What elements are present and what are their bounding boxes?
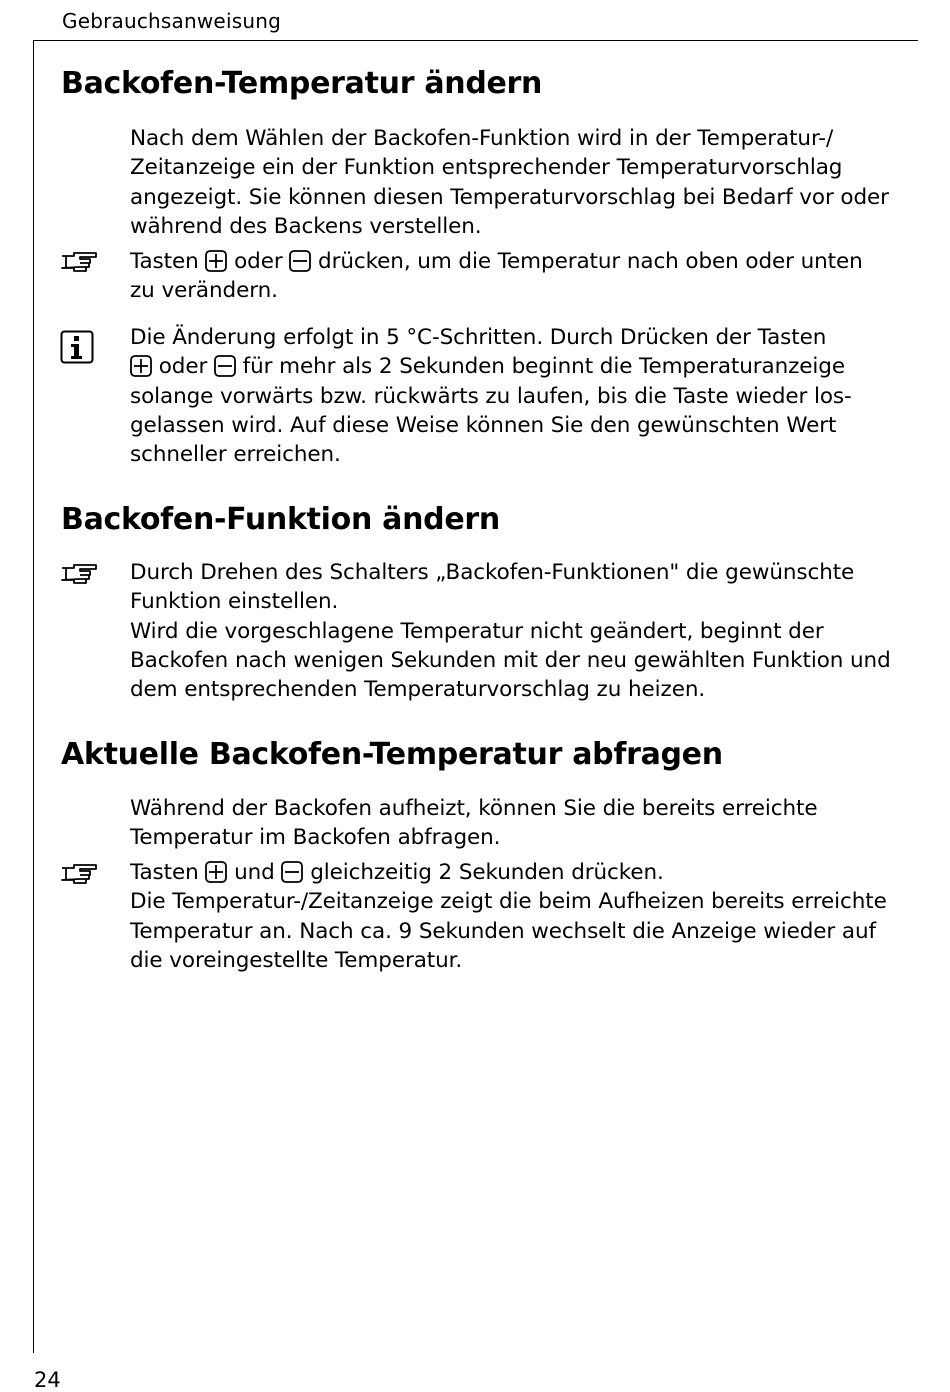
section2-step	[130, 558, 900, 704]
text-line: Funktion einstellen.	[130, 589, 339, 615]
section1-intro	[130, 124, 900, 241]
step-text-middle: und	[234, 860, 275, 885]
text-line: Zeitanzeige ein der Funktion entsprechender Temperaturvorschlag	[130, 155, 843, 181]
margin-rule	[33, 40, 34, 1353]
text-line: Die Änderung erfolgt in 5 °C-Schritten. Durch Drücken der Tasten	[130, 325, 827, 350]
minus-key-icon	[289, 250, 311, 272]
section-heading-temperature-change: Backofen-Temperatur ändern	[61, 66, 543, 101]
step-text-after: gleichzeitig 2 Sekunden drücken.	[310, 860, 664, 885]
text-line: während des Backens verstellen.	[130, 213, 482, 239]
text-line: die voreingestellte Temperatur.	[130, 947, 463, 973]
pointing-hand-icon	[60, 250, 98, 274]
text-line: schneller erreichen.	[130, 442, 341, 468]
text-line: gelassen wird. Auf diese Weise können Sie den gewünschten Wert	[130, 412, 837, 438]
text-line: Nach dem Wählen der Backofen-Funktion wird in der Temperatur-/	[130, 126, 834, 151]
step-text-before: Tasten	[130, 860, 199, 885]
text-line	[130, 352, 900, 381]
header-rule	[33, 40, 918, 41]
step-text-after: drücken, um die Temperatur nach oben oder unten	[318, 249, 863, 274]
pointing-hand-icon	[60, 562, 98, 586]
running-header: Gebrauchsanweisung	[62, 9, 281, 33]
plus-key-icon	[205, 250, 227, 272]
text-line: Die Temperatur-/Zeitanzeige zeigt die beim Aufheizen bereits erreichte	[130, 889, 887, 915]
info-icon	[60, 330, 94, 364]
text-line: solange vorwärts bzw. rückwärts zu laufen, bis die Taste wieder los-	[130, 383, 852, 409]
text-line: zu verändern.	[130, 278, 278, 304]
text-line	[130, 858, 900, 887]
page-number: 24	[34, 1368, 61, 1392]
text-line: Temperatur an. Nach ca. 9 Sekunden wechselt die Anzeige wieder auf	[130, 918, 876, 944]
section-heading-function-change: Backofen-Funktion ändern	[61, 502, 500, 537]
text-line: angezeigt. Sie können diesen Temperaturvorschlag bei Bedarf vor oder	[130, 184, 889, 210]
note-text-middle: oder	[158, 354, 208, 380]
note-text-after: für mehr als 2 Sekunden beginnt die Temperaturanzeige	[242, 354, 845, 380]
text-line: Temperatur im Backofen abfragen.	[130, 825, 501, 851]
minus-key-icon	[281, 861, 303, 883]
text-line: Wird die vorgeschlagene Temperatur nicht geändert, beginnt der	[130, 618, 824, 644]
text-line: dem entsprechenden Temperaturvorschlag zu heizen.	[130, 677, 706, 703]
text-line: Während der Backofen aufheizt, können Sie die bereits erreichte	[130, 796, 818, 821]
section1-note	[130, 323, 900, 469]
step-text-middle: oder	[234, 249, 283, 274]
minus-key-icon	[214, 355, 236, 377]
section1-step	[130, 247, 900, 306]
plus-key-icon	[205, 861, 227, 883]
text-line: Backofen nach wenigen Sekunden mit der neu gewählten Funktion und	[130, 647, 891, 673]
section3-step	[130, 858, 900, 975]
text-line	[130, 247, 900, 276]
section3-intro	[130, 794, 900, 853]
section-heading-query-temperature: Aktuelle Backofen-Temperatur abfragen	[61, 737, 723, 772]
text-line: Durch Drehen des Schalters „Backofen-Funktionen" die gewünschte	[130, 560, 855, 585]
plus-key-icon	[130, 355, 152, 377]
pointing-hand-icon	[60, 862, 98, 886]
step-text-before: Tasten	[130, 249, 199, 274]
